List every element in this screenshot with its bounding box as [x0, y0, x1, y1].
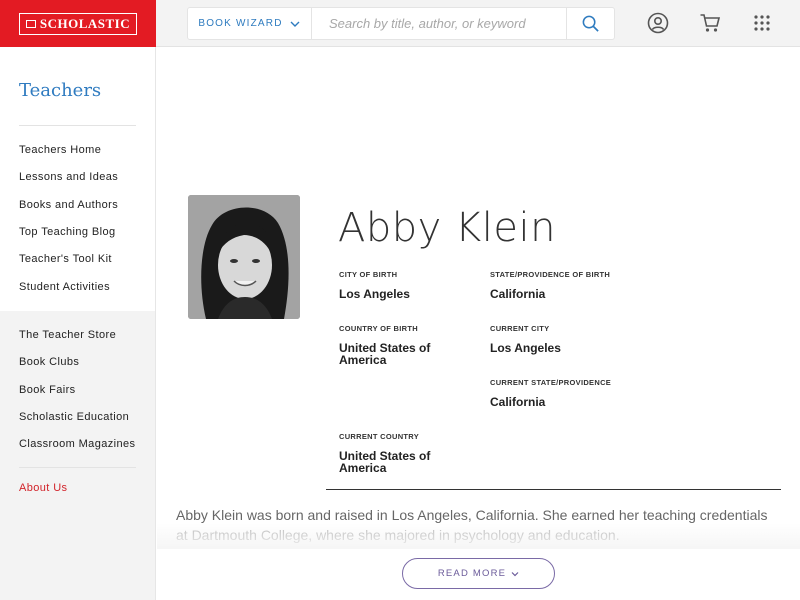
sidebar-item-student-activities[interactable]: Student Activities — [19, 281, 110, 293]
main-content — [157, 47, 800, 600]
sidebar-title[interactable]: Teachers — [19, 80, 102, 101]
sidebar-item-book-clubs[interactable]: Book Clubs — [19, 356, 80, 368]
logo-badge — [19, 13, 137, 35]
sidebar — [0, 47, 156, 600]
author-name: Abby Klein — [338, 205, 556, 251]
logo-text: SCHOLASTIC — [39, 15, 131, 31]
fact-value-current-country: United States of America — [339, 449, 431, 475]
sidebar-item-teachers-home[interactable]: Teachers Home — [19, 144, 102, 156]
chevron-down-icon — [289, 18, 301, 30]
search-input[interactable] — [312, 8, 566, 39]
bio-fade-overlay — [157, 523, 800, 549]
author-portrait-image — [188, 195, 300, 319]
book-wizard-dropdown[interactable] — [188, 8, 312, 39]
account-button[interactable] — [646, 11, 670, 35]
cart-icon — [699, 12, 721, 34]
sidebar-divider — [19, 467, 136, 468]
author-bio: Abby Klein was born and raised in Los Angeles, California. She earned her teaching credentials — [176, 507, 768, 523]
sidebar-item-books-and-authors[interactable]: Books and Authors — [19, 199, 119, 211]
scholastic-logo[interactable] — [0, 0, 156, 47]
search-icon — [581, 14, 600, 33]
profile-divider — [326, 489, 781, 490]
search-button[interactable] — [566, 8, 614, 39]
apps-grid-icon — [751, 12, 773, 34]
search-group — [187, 7, 615, 40]
author-photo — [188, 195, 300, 319]
sidebar-item-book-fairs[interactable]: Book Fairs — [19, 384, 76, 396]
sidebar-item-teacher-store[interactable]: The Teacher Store — [19, 329, 117, 341]
sidebar-item-top-teaching-blog[interactable]: Top Teaching Blog — [19, 226, 116, 238]
fact-label-country-of-birth: COUNTRY OF BIRTH — [339, 324, 418, 333]
fact-label-city-of-birth: CITY OF BIRTH — [339, 270, 398, 279]
book-logo-icon — [26, 20, 36, 28]
sidebar-item-about-us[interactable]: About Us — [19, 482, 68, 494]
fact-value-country-of-birth: United States of America — [339, 341, 431, 367]
fact-label-current-country: CURRENT COUNTRY — [339, 432, 420, 441]
sidebar-item-scholastic-education[interactable]: Scholastic Education — [19, 411, 130, 423]
read-more-button[interactable] — [402, 558, 555, 589]
cart-button[interactable] — [698, 11, 722, 35]
book-wizard-label: BOOK WIZARD — [198, 18, 283, 29]
sidebar-item-classroom-magazines[interactable]: Classroom Magazines — [19, 438, 136, 450]
fact-label-state-of-birth: STATE/PROVIDENCE OF BIRTH — [490, 270, 611, 279]
account-icon — [647, 12, 669, 34]
fact-label-current-state: CURRENT STATE/PROVIDENCE — [490, 378, 612, 387]
read-more-label: READ MORE — [437, 568, 507, 579]
sidebar-item-lessons-and-ideas[interactable]: Lessons and Ideas — [19, 171, 119, 183]
chevron-down-icon — [511, 570, 519, 578]
sidebar-item-teachers-tool-kit[interactable]: Teacher's Tool Kit — [19, 253, 112, 265]
fact-value-current-city: Los Angeles — [490, 341, 561, 355]
fact-value-state-of-birth: California — [490, 287, 546, 301]
top-bar — [156, 0, 800, 47]
fact-label-current-city: CURRENT CITY — [490, 324, 550, 333]
apps-menu-button[interactable] — [750, 11, 774, 35]
fact-value-city-of-birth: Los Angeles — [339, 287, 410, 301]
sidebar-secondary-section — [0, 311, 155, 600]
fact-value-current-state: California — [490, 395, 546, 409]
sidebar-divider — [19, 125, 136, 126]
